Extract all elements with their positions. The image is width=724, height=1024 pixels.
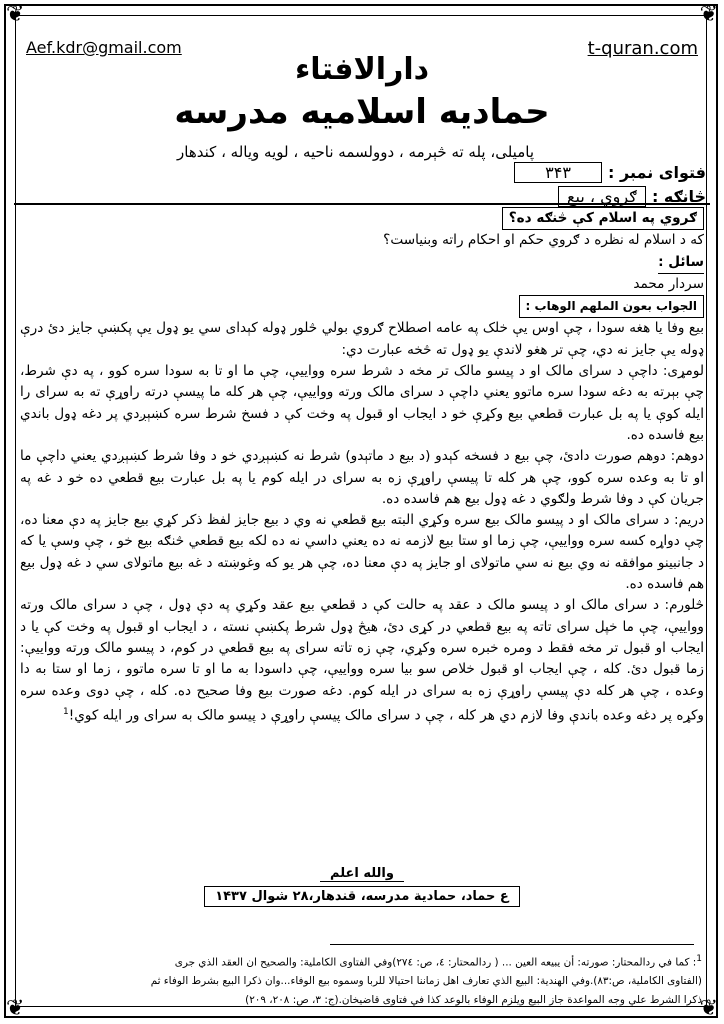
- corner-ornament-icon: ❦: [699, 2, 718, 27]
- asker-label: سائل :: [658, 252, 704, 274]
- fatwa-number-row: [446, 160, 706, 184]
- header-title-top: دارالافتاء: [294, 52, 430, 87]
- footnote-line: : كما في ردالمحتار: صورته: أن يبيعه العين ... ( ردالمحتار: ٤، ص: ٢٧٤)وفي الفتاوى الكاملية: والصحيح ان العقد الذي جرى: [174, 956, 697, 969]
- wallahu-alam: والله اعلم: [320, 866, 404, 882]
- answer-paragraph: لومړی: داچې د سرای مالک او د پیسو مالک تر مخه د شرط سره وواییې، چې ما او تا به سودا سره کوو ، په دې شرط، چې بېرته به دغه سودا سره ماتوو یعني داچې د سرای مالک ورته وواییې، چې هر کله ما پیسې درته راوړې ته به سرای را ایله کوې یا په بل عبارت قطعي بیع وکړې خو د ایجاب او قبول په وخت کې د فسخ شرط سره کښېږدي پر دغه ډول باندي بیع فاسده ده.: [20, 363, 704, 443]
- fatwa-meta: [446, 160, 706, 208]
- answer-paragraph: دوهم: دوهم صورت دادئ، چې بیع د فسخه کېدو (د بیع د ماتېدو) شرط نه کښېږدي خو د وفا شرط کښېږدي یعني داچې ما او تا به وعده سره کوو، چې هر کله تا پیسې راوړې زه به سرای در ایله کوم یا په بل عبارت بیع قطعي ده خو د غه په جریان کې د وفا شرط ولګوي د غه ډول بیع هم فاسده ده.: [20, 448, 704, 507]
- asker-name: سردار محمد: [633, 275, 704, 292]
- footnote-line: (الفتاوى الكاملية، ص:٨٣).وفي الهندية: البيع الذي تعارف اهل زماننا احتيالا للربا وسموه بيع الوفاء...وان ذكرا البيع بشرط الوفاء ثم: [150, 975, 702, 988]
- fatwa-body: [20, 207, 704, 727]
- header-title-main: حمادیه اسلامیه مدرسه: [174, 92, 550, 132]
- footnote: [22, 950, 702, 1010]
- header-divider: [14, 203, 710, 205]
- footnote-ref: 1: [63, 706, 69, 717]
- closing-block: [0, 866, 724, 907]
- fatwa-number: ۳۴۳: [514, 162, 602, 183]
- corner-ornament-icon: ❦: [699, 996, 718, 1021]
- website-link[interactable]: t-quran.com: [587, 38, 698, 59]
- answer-paragraph: څلورم: د سرای مالک او د پیسو مالک د عقد په حالت کې د قطعي بیع عقد وکړي په دې ډول ، چې د سرای مالک ورته وواییې، چې ما خپل سرای تاته په بیع قطعي در کړی دئ، هیڅ ډول شرط پکښې نسته ، د ایجاب او قبول په وخت کې یا د ایجاب او قبول تر مخه فقط د ومره خبره سره وکړي، چې زه تاته سرای په بیع قطعي در کوم، د پیسو مالک ورته وواییې: زما قبول دئ. کله ، چې ایجاب او قبول خلاص سو بیا سره وواییې، چې داسودا به ما او تا سره ماتوو ، زما او ستا به دا وعده ، چې هر کله دې پیسې راوړې زه به سرای در ایله کوم. دغه صورت بیع وفا صحیح ده. کله ، چې دوی وعده سره وکړه پر دغه وعده باندې وفا لازم دي هر کله ، چې د سرای مالک پیسې راوړې د پیسو مالک به سرای ور ایله کوي!: [20, 597, 704, 724]
- email-link[interactable]: Aef.kdr@gmail.com: [26, 38, 182, 57]
- category-label: څانګه :: [651, 186, 706, 206]
- answer-paragraph: دریم: د سرای مالک او د پیسو مالک بیع سره وکړي البته بیع قطعي نه وي د بیع جایز لفظ ذکر کړي بیع جایز په دې معنا ده، چې دواړه کسه سره وواییې، چې زما او ستا بیع لازمه نه ده یعني داسي نه ده لکه بیع قطعي څنګه بیع خو ، چې وسې یا که د جانبینو موافقه نه وي بیع نه سي ماتولای او جایز په دې معنا ده، چې هر یو که وغوښته د غه بیع ماتولای سي د غه ډول بیع هم فاسده ده.: [20, 512, 704, 593]
- institution-signature: ع حماد، حمادیة مدرسه، قندهار،۲۸ شوال ۱۴۳۷: [204, 886, 520, 907]
- answer-paragraph: بیع وفا یا هغه سودا ، چې اوس یې خلک په عامه اصطلاح ګروي بولي څلور ډوله کېدای سي یو ډول یې پکښې جایز دئ درې ډوله یې جایز نه دي، چې تر هغو لاندې یو ډول ته څخه عبارت دي:: [20, 320, 704, 358]
- category-value: ګروي ، بیع: [558, 186, 646, 207]
- footnote-number: 1: [696, 954, 702, 964]
- footnote-line: ذكرا الشرط علي وجه المواعدة جاز البيع ويلزم الوفاء بالوعد كذا في فتاوى قاضيخان.(ج: ٣، ص: ٢٠٨، ٢٠٩): [245, 994, 702, 1007]
- header-address: پامیلی، پله ته څېرمه ، دوولسمه ناحیه ، لویه ویاله ، کندهار: [177, 143, 534, 161]
- corner-ornament-icon: ❦: [6, 2, 25, 27]
- answer-heading: الجواب بعون الملهم الوهاب :: [519, 295, 704, 318]
- corner-ornament-icon: ❦: [6, 996, 25, 1021]
- question-title: ګروي په اسلام کې څنګه ده؟: [502, 207, 704, 230]
- fatwa-number-label: فتوای نمبر :: [608, 162, 706, 182]
- question-text: که د اسلام له نظره د ګروي حکم او احکام راته وبنیاست؟: [383, 232, 704, 249]
- footnote-divider: [330, 944, 694, 945]
